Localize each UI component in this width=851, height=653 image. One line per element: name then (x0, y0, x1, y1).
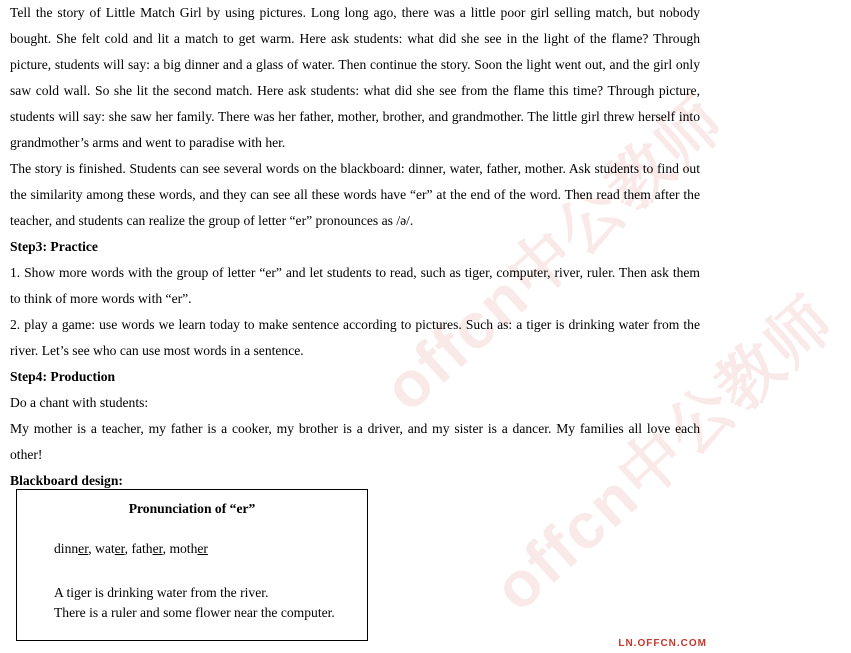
word-dinner: dinner (54, 541, 89, 556)
site-watermark-text: LN.OFFCN.COM (618, 638, 707, 649)
word-mother: mother (169, 541, 208, 556)
blackboard-design-box (16, 489, 368, 641)
blackboard-heading: Blackboard design: (10, 473, 123, 488)
blackboard-sentence-1: A tiger is drinking water from the river. (54, 585, 269, 600)
document-body (10, 0, 700, 494)
blackboard-word-list: dinner, water, father, mother (54, 541, 208, 556)
step3-heading: Step3: Practice (10, 239, 98, 254)
step4-chant: My mother is a teacher, my father is a cooker, my brother is a driver, and my sister is a dancer. My families all love each other! (10, 421, 700, 462)
watermark-logo: offcn中公教师 (480, 283, 849, 625)
word-water: water (95, 541, 125, 556)
step3-item: 1. Show more words with the group of letter “er” and let students to read, such as tiger, computer, river, ruler. Then ask them to think of more words with “er”. (10, 265, 700, 306)
blackboard-title: Pronunciation of “er” (128, 501, 256, 516)
step3-item: 2. play a game: use words we learn today to make sentence according to pictures. Such as: a tiger is drinking water from the river. Let’s see who can use most words in a sentence. (10, 317, 700, 358)
step4-intro: Do a chant with students: (10, 395, 149, 410)
story-paragraph: Tell the story of Little Match Girl by using pictures. Long long ago, there was a little poor girl selling match, but nobody bought. She felt cold and lit a match to get warm. Here ask students: what did she see in the light of the flame? Through picture, students will say: a big dinner and a glass of water. Then continue the story. Soon the light went out, and the girl only saw cold wall. So she lit the second match. Here ask students: what did she see from the flame this time? Through picture, students will say: she saw her family. There was her father, mother, brother, and grandmother. The little girl threw herself into grandmother’s arms and went to paradise with her. (10, 5, 700, 150)
word-father: father (131, 541, 163, 556)
watermark-logo: offcn中公教师 (370, 83, 739, 425)
story-conclusion-paragraph: The story is finished. Students can see several words on the blackboard: dinner, water, father, mother. Ask students to find out the similarity among these words, and they can see all these words have “er” at the end of the word. Then read them after the teacher, and students can realize the group of letter “er” pronounces as /ə/. (10, 161, 700, 228)
step4-heading: Step4: Production (10, 369, 116, 384)
blackboard-sentence-2: There is a ruler and some flower near the computer. (54, 605, 335, 620)
